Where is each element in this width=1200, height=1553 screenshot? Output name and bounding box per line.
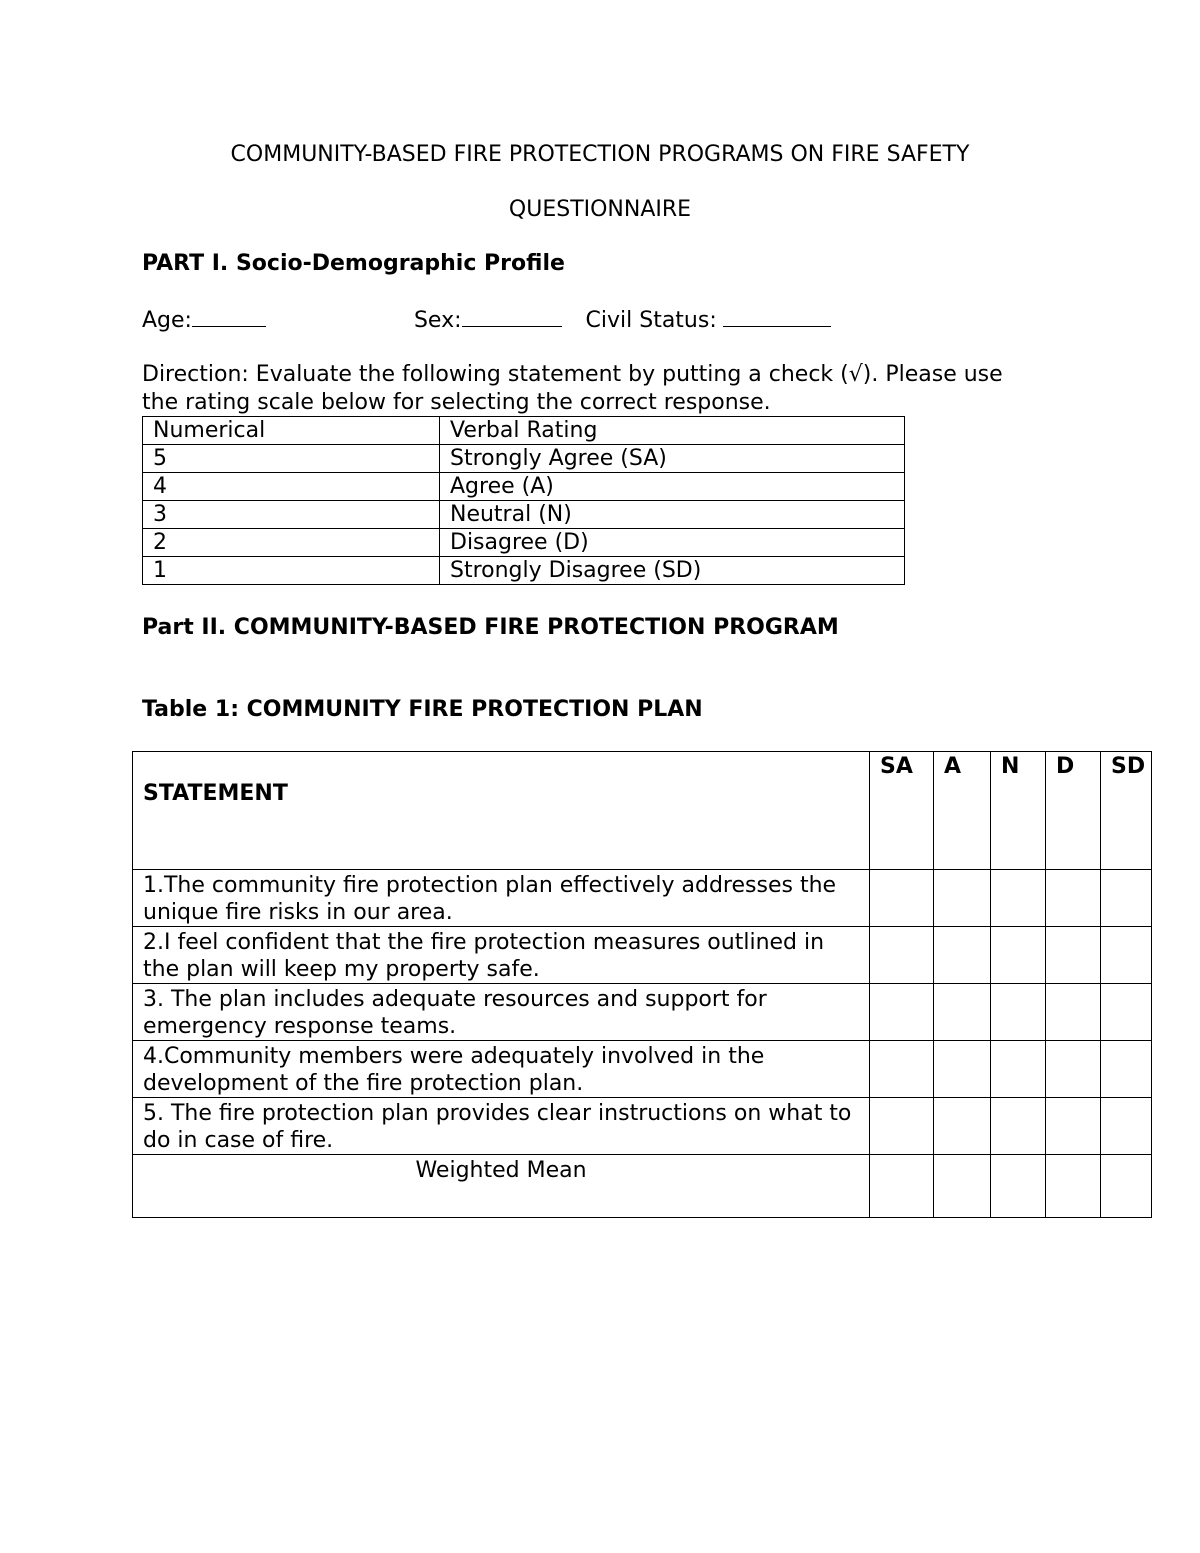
check-cell-n[interactable]: [991, 927, 1046, 984]
rating-numerical: 3: [143, 501, 440, 529]
check-cell-d[interactable]: [1046, 870, 1101, 927]
check-cell-n[interactable]: [991, 1041, 1046, 1098]
check-cell-a[interactable]: [934, 927, 991, 984]
sex-label: Sex:: [413, 308, 462, 333]
check-cell-a[interactable]: [934, 1041, 991, 1098]
rating-header-sa: SA: [870, 752, 934, 870]
statement-text: 5. The fire protection plan provides clear instructions on what to do in case of fire.: [133, 1098, 870, 1155]
statement-row: [133, 1041, 1152, 1098]
check-cell-sd[interactable]: [1101, 1098, 1152, 1155]
profile-row: [142, 306, 831, 333]
check-cell-sa[interactable]: [870, 870, 934, 927]
rating-header-a: A: [934, 752, 991, 870]
weighted-mean-d[interactable]: [1046, 1155, 1101, 1218]
age-field[interactable]: [192, 306, 266, 327]
check-cell-n[interactable]: [991, 870, 1046, 927]
statement-text: 3. The plan includes adequate resources and support for emergency response teams.: [133, 984, 870, 1041]
rating-row: [143, 445, 905, 473]
check-cell-n[interactable]: [991, 984, 1046, 1041]
statement-row: [133, 984, 1152, 1041]
age-label: Age:: [142, 308, 192, 333]
rating-row: [143, 557, 905, 585]
rating-header-d: D: [1046, 752, 1101, 870]
rating-numerical: 4: [143, 473, 440, 501]
check-cell-sd[interactable]: [1101, 870, 1152, 927]
sex-field[interactable]: [462, 306, 562, 327]
statement-text: 1.The community fire protection plan effectively addresses the unique fire risks in our area.: [133, 870, 870, 927]
check-cell-sa[interactable]: [870, 984, 934, 1041]
check-cell-d[interactable]: [1046, 927, 1101, 984]
rating-header-numerical: Numerical: [143, 417, 440, 445]
weighted-mean-sa[interactable]: [870, 1155, 934, 1218]
fire-protection-plan-table: [132, 751, 1152, 1218]
rating-verbal: Agree (A): [440, 473, 905, 501]
weighted-mean-n[interactable]: [991, 1155, 1046, 1218]
civil-status-label: Civil Status:: [585, 308, 717, 333]
statement-header: STATEMENT: [133, 752, 870, 870]
rating-verbal: Disagree (D): [440, 529, 905, 557]
plan-header-row: [133, 752, 1152, 870]
direction-text: Direction: Evaluate the following statement by putting a check (√). Please use the rating scale below for selecting the correct response.: [142, 362, 1003, 415]
rating-row: [143, 501, 905, 529]
rating-row: [143, 529, 905, 557]
part2-heading: Part II. COMMUNITY-BASED FIRE PROTECTION PROGRAM: [142, 615, 839, 640]
statement-row: [133, 927, 1152, 984]
rating-numerical: 5: [143, 445, 440, 473]
rating-verbal: Neutral (N): [440, 501, 905, 529]
rating-numerical: 1: [143, 557, 440, 585]
weighted-mean-sd[interactable]: [1101, 1155, 1152, 1218]
check-cell-a[interactable]: [934, 1098, 991, 1155]
check-cell-sd[interactable]: [1101, 984, 1152, 1041]
check-cell-sa[interactable]: [870, 1098, 934, 1155]
check-cell-d[interactable]: [1046, 1041, 1101, 1098]
part1-heading: PART I. Socio-Demographic Profile: [142, 251, 565, 276]
weighted-mean-a[interactable]: [934, 1155, 991, 1218]
weighted-mean-row: [133, 1155, 1152, 1218]
rating-verbal: Strongly Agree (SA): [440, 445, 905, 473]
check-cell-n[interactable]: [991, 1098, 1046, 1155]
rating-header-sd: SD: [1101, 752, 1152, 870]
check-cell-d[interactable]: [1046, 984, 1101, 1041]
rating-header-row: [143, 417, 905, 445]
check-cell-a[interactable]: [934, 984, 991, 1041]
check-cell-sd[interactable]: [1101, 927, 1152, 984]
check-cell-sd[interactable]: [1101, 1041, 1152, 1098]
statement-text: 4.Community members were adequately involved in the development of the fire protection plan.: [133, 1041, 870, 1098]
check-cell-sa[interactable]: [870, 927, 934, 984]
document-title: COMMUNITY-BASED FIRE PROTECTION PROGRAMS ON FIRE SAFETY: [230, 142, 970, 167]
rating-verbal: Strongly Disagree (SD): [440, 557, 905, 585]
check-cell-a[interactable]: [934, 870, 991, 927]
statement-row: [133, 1098, 1152, 1155]
rating-header-n: N: [991, 752, 1046, 870]
civil-status-field[interactable]: [723, 306, 831, 327]
rating-numerical: 2: [143, 529, 440, 557]
statement-row: [133, 870, 1152, 927]
weighted-mean-label: Weighted Mean: [133, 1155, 870, 1218]
rating-row: [143, 473, 905, 501]
statement-text: 2.I feel confident that the fire protection measures outlined in the plan will keep my property safe.: [133, 927, 870, 984]
rating-header-verbal: Verbal Rating: [440, 417, 905, 445]
document-subtitle: QUESTIONNAIRE: [508, 197, 692, 222]
check-cell-sa[interactable]: [870, 1041, 934, 1098]
rating-scale-table: [142, 416, 905, 585]
check-cell-d[interactable]: [1046, 1098, 1101, 1155]
table1-heading: Table 1: COMMUNITY FIRE PROTECTION PLAN: [142, 697, 703, 722]
